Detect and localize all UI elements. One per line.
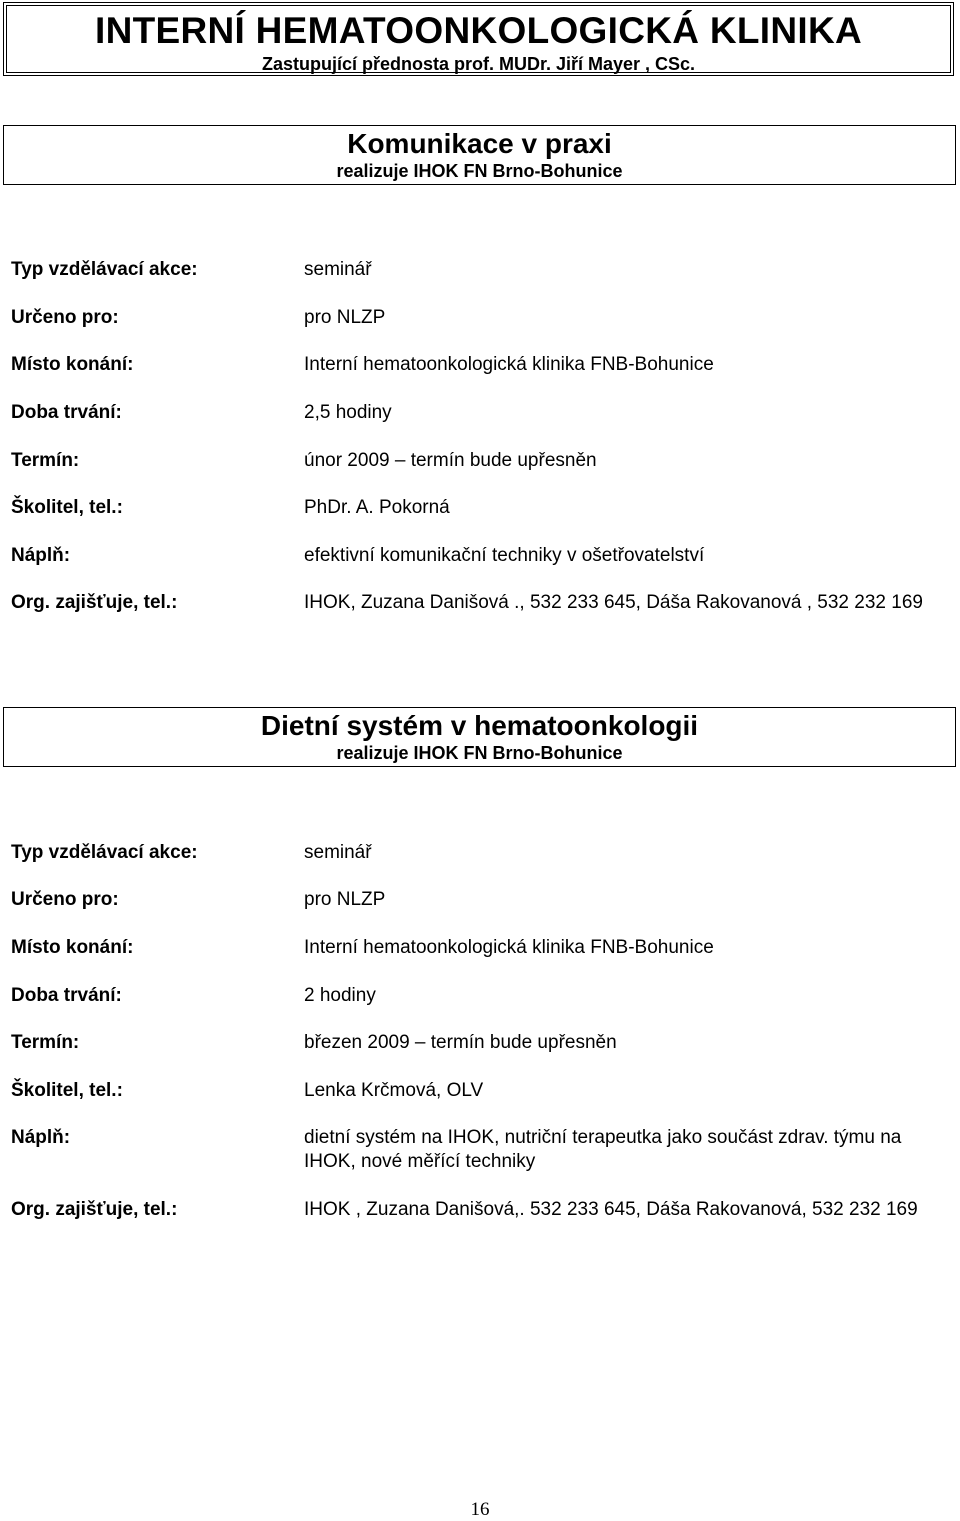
field-value: Interní hematoonkologická klinika FNB-Bohunice	[304, 354, 714, 375]
clinic-head-of-department: Zastupující přednosta prof. MUDr. Jiří Mayer , CSc.	[261, 54, 696, 74]
page-number: 16	[470, 1499, 490, 1520]
field-label: Org. zajišťuje, tel.:	[11, 1199, 178, 1220]
field-label: Školitel, tel.:	[11, 497, 123, 518]
field-value: pro NLZP	[304, 889, 386, 910]
field-label: Určeno pro:	[11, 889, 119, 910]
field-label: Doba trvání:	[11, 985, 122, 1006]
course-2-header	[3, 707, 956, 767]
field-label: Školitel, tel.:	[11, 1080, 123, 1101]
field-label: Náplň:	[11, 545, 71, 566]
course-2-organizer: realizuje IHOK FN Brno-Bohunice	[336, 743, 623, 763]
field-value: Lenka Krčmová, OLV	[304, 1080, 484, 1101]
field-value: 2 hodiny	[304, 985, 376, 1006]
course-1-header	[3, 125, 956, 185]
field-label: Org. zajišťuje, tel.:	[11, 592, 178, 613]
field-value: Interní hematoonkologická klinika FNB-Bohunice	[304, 937, 714, 958]
field-value: seminář	[304, 842, 372, 863]
field-value: efektivní komunikační techniky v ošetřovatelství	[304, 545, 705, 566]
field-label: Typ vzdělávací akce:	[11, 259, 198, 280]
field-value: IHOK, Zuzana Danišová ., 532 233 645, Dáša Rakovanová , 532 232 169	[304, 592, 923, 613]
clinic-header	[3, 2, 954, 76]
field-value: PhDr. A. Pokorná	[304, 497, 450, 518]
course-1-title: Komunikace v praxi	[347, 128, 612, 159]
field-value: seminář	[304, 259, 372, 280]
field-label: Určeno pro:	[11, 307, 119, 328]
field-value: dietní systém na IHOK, nutriční terapeutka jako součást zdrav. týmu na IHOK, nové měřící techniky	[304, 1127, 902, 1172]
clinic-title: INTERNÍ HEMATOONKOLOGICKÁ KLINIKA	[94, 10, 862, 51]
field-value: pro NLZP	[304, 307, 386, 328]
field-label: Termín:	[11, 450, 80, 471]
field-label: Místo konání:	[11, 937, 134, 958]
field-label: Typ vzdělávací akce:	[11, 842, 198, 863]
course-1-organizer: realizuje IHOK FN Brno-Bohunice	[336, 161, 623, 181]
field-value: březen 2009 – termín bude upřesněn	[304, 1032, 617, 1053]
field-value: 2,5 hodiny	[304, 402, 392, 423]
field-label: Termín:	[11, 1032, 80, 1053]
clinic-header-inner	[6, 5, 951, 73]
field-value: únor 2009 – termín bude upřesněn	[304, 450, 597, 471]
field-label: Místo konání:	[11, 354, 134, 375]
field-value: IHOK , Zuzana Danišová,. 532 233 645, Dáša Rakovanová, 532 232 169	[304, 1199, 918, 1220]
field-label: Náplň:	[11, 1127, 71, 1148]
course-2-title: Dietní systém v hematoonkologii	[260, 710, 699, 741]
field-label: Doba trvání:	[11, 402, 122, 423]
